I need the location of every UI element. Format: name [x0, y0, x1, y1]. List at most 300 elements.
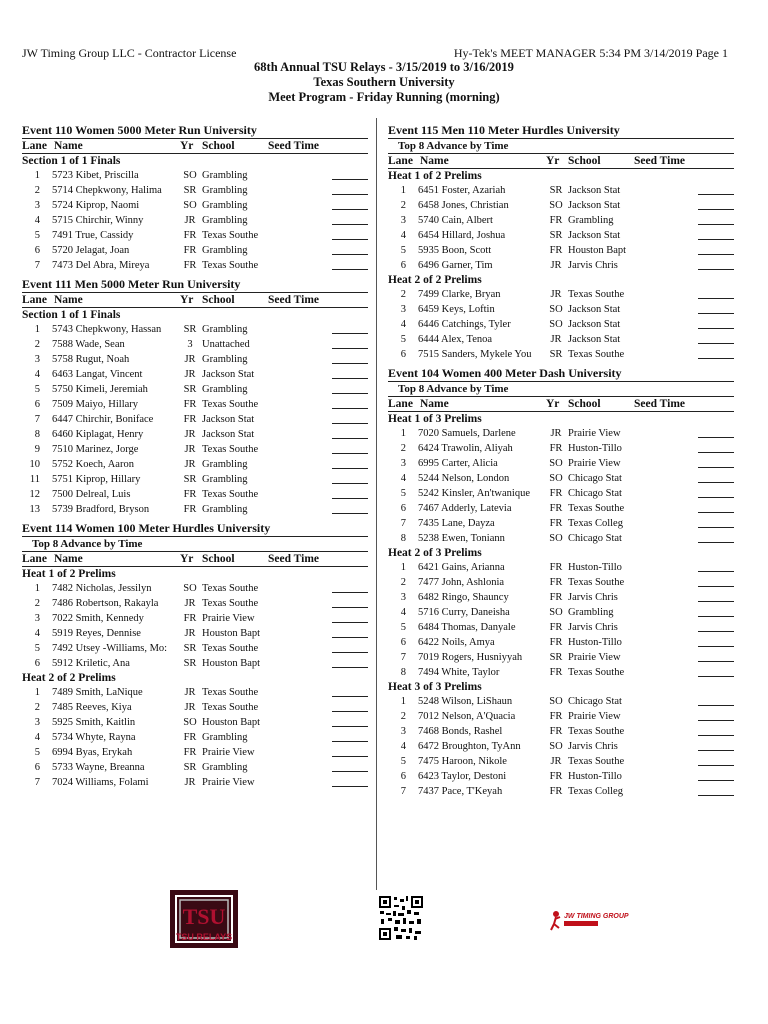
header-left: JW Timing Group LLC - Contractor License	[22, 46, 237, 60]
athlete-year: JR	[550, 428, 562, 439]
event-title: Event 115 Men 110 Meter Hurdles University	[388, 123, 620, 137]
athlete-name: 6447 Chirchir, Boniface	[52, 414, 154, 425]
athlete-name: 7435 Lane, Dayza	[418, 518, 495, 529]
athlete-year: FR	[549, 503, 563, 514]
entry-row	[388, 426, 734, 441]
athlete-school: Grambling	[202, 215, 248, 226]
athlete-school: Jarvis Chris	[568, 622, 618, 633]
athlete-year: FR	[183, 260, 197, 271]
athlete-year: JR	[550, 289, 562, 300]
athlete-name: 5716 Curry, Daneisha	[418, 607, 510, 618]
seed-time-blank	[698, 705, 734, 706]
entry-row	[388, 620, 734, 635]
athlete-name: 5919 Reyes, Dennise	[52, 628, 141, 639]
entry-row	[388, 198, 734, 213]
column-headers	[388, 396, 734, 412]
athlete-name: 7515 Sanders, Mykele You	[418, 349, 532, 360]
athlete-name: 7467 Adderly, Latevia	[418, 503, 512, 514]
athlete-name: 7489 Smith, LaNique	[52, 687, 143, 698]
lane-number: 7	[34, 260, 40, 271]
athlete-school: Huston-Tillo	[568, 443, 622, 454]
seed-time-blank	[698, 720, 734, 721]
meet-session: Meet Program - Friday Running (morning)	[268, 90, 500, 104]
entry-row	[388, 709, 734, 724]
entry-row	[388, 605, 734, 620]
athlete-year: JR	[550, 260, 562, 271]
header-seed-time: Seed Time	[634, 155, 686, 167]
athlete-name: 5724 Kiprop, Naomi	[52, 200, 140, 211]
advance-rule: Top 8 Advance by Time	[388, 381, 734, 396]
seed-time-blank	[698, 542, 734, 543]
athlete-year: JR	[184, 444, 196, 455]
athlete-year: FR	[183, 504, 197, 515]
athlete-year: FR	[183, 732, 197, 743]
seed-time-blank	[698, 482, 734, 483]
event-block	[22, 123, 368, 273]
lane-number: 6	[400, 349, 406, 360]
athlete-name: 6422 Noils, Amya	[418, 637, 495, 648]
entry-row	[22, 412, 368, 427]
athlete-name: 5739 Bradford, Bryson	[52, 504, 150, 515]
entry-row	[388, 501, 734, 516]
athlete-year: 3	[187, 339, 193, 350]
athlete-year: SO	[549, 607, 563, 618]
athlete-school: Jackson Stat	[568, 319, 621, 330]
entry-row	[388, 302, 734, 317]
lane-number: 3	[400, 304, 406, 315]
column-headers	[22, 138, 368, 154]
seed-time-blank	[332, 711, 368, 712]
athlete-year: SR	[549, 652, 563, 663]
header-name: Name	[54, 140, 83, 152]
seed-time-blank	[332, 786, 368, 787]
athlete-year: JR	[184, 598, 196, 609]
heat-label: Heat 2 of 2 Prelims	[22, 672, 116, 684]
seed-time-blank	[332, 667, 368, 668]
athlete-year: FR	[183, 414, 197, 425]
athlete-year: JR	[184, 354, 196, 365]
athlete-name: 6423 Taylor, Destoni	[418, 771, 507, 782]
athlete-school: Jarvis Chris	[568, 260, 618, 271]
athlete-school: Houston Bapt	[202, 658, 261, 669]
heat-label: Section 1 of 1 Finals	[22, 309, 121, 321]
lane-number: 6	[400, 503, 406, 514]
athlete-name: 5752 Koech, Aaron	[52, 459, 134, 470]
athlete-name: 7509 Maiyo, Hillary	[52, 399, 139, 410]
athlete-year: JR	[184, 628, 196, 639]
header-school: School	[202, 553, 235, 565]
seed-time-blank	[698, 254, 734, 255]
athlete-school: Grambling	[202, 245, 248, 256]
athlete-school: Prairie View	[202, 613, 255, 624]
heat-label: Heat 3 of 3 Prelims	[388, 681, 482, 693]
athlete-school: Grambling	[202, 185, 248, 196]
athlete-school: Grambling	[202, 762, 248, 773]
athlete-year: FR	[183, 747, 197, 758]
athlete-name: 6421 Gains, Arianna	[418, 562, 505, 573]
athlete-school: Grambling	[202, 384, 248, 395]
athlete-name: 7473 Del Abra, Mireya	[52, 260, 150, 271]
lane-number: 4	[34, 369, 40, 380]
header-seed-time: Seed Time	[268, 553, 320, 565]
seed-time-blank	[698, 765, 734, 766]
athlete-school: Chicago Stat	[568, 696, 622, 707]
athlete-name: 5244 Nelson, London	[418, 473, 510, 484]
athlete-year: JR	[184, 459, 196, 470]
header-yr: Yr	[180, 553, 194, 565]
entry-row	[22, 775, 368, 790]
lane-number: 2	[400, 443, 406, 454]
seed-time-blank	[332, 652, 368, 653]
athlete-school: Texas Southe	[568, 349, 625, 360]
athlete-year: JR	[184, 777, 196, 788]
entry-row	[388, 531, 734, 546]
athlete-name: 6444 Alex, Tenoa	[418, 334, 493, 345]
lane-number: 3	[34, 613, 40, 624]
athlete-name: 6496 Garner, Tim	[418, 260, 493, 271]
header-right: Hy-Tek's MEET MANAGER 5:34 PM 3/14/2019 Page 1	[453, 46, 728, 60]
athlete-school: Huston-Tillo	[568, 771, 622, 782]
athlete-year: FR	[549, 726, 563, 737]
seed-time-blank	[332, 622, 368, 623]
seed-time-blank	[332, 254, 368, 255]
right-column	[388, 122, 734, 799]
athlete-school: Texas Southe	[202, 702, 259, 713]
entry-row	[22, 337, 368, 352]
athlete-school: Houston Bapt	[202, 717, 261, 728]
athlete-school: Grambling	[568, 607, 614, 618]
athlete-year: SR	[183, 643, 197, 654]
athlete-name: 5758 Rugut, Noah	[52, 354, 130, 365]
athlete-year: FR	[549, 711, 563, 722]
athlete-school: Texas Southe	[202, 489, 259, 500]
lane-number: 3	[400, 726, 406, 737]
entry-row	[388, 590, 734, 605]
tsu-logo-text: TSU RELAYS	[175, 932, 233, 942]
lane-number: 6	[400, 771, 406, 782]
event-block	[388, 123, 734, 362]
event-title: Event 111 Men 5000 Meter Run University	[22, 277, 241, 291]
seed-time-blank	[698, 631, 734, 632]
athlete-name: 6454 Hillard, Joshua	[418, 230, 506, 241]
seed-time-blank	[698, 239, 734, 240]
seed-time-blank	[332, 363, 368, 364]
event-block	[388, 366, 734, 799]
entry-row	[388, 560, 734, 575]
lane-number: 4	[34, 628, 40, 639]
seed-time-blank	[332, 513, 368, 514]
seed-time-blank	[332, 696, 368, 697]
athlete-name: 5743 Chepkwony, Hassan	[52, 324, 162, 335]
athlete-year: SO	[183, 583, 197, 594]
entry-row	[22, 397, 368, 412]
lane-number: 2	[400, 577, 406, 588]
seed-time-blank	[332, 771, 368, 772]
athlete-name: 5715 Chirchir, Winny	[52, 215, 144, 226]
header-lane: Lane	[22, 140, 47, 152]
entry-row	[22, 258, 368, 273]
entry-row	[22, 641, 368, 656]
lane-number: 13	[29, 504, 40, 515]
athlete-name: 7012 Nelson, A'Quacia	[418, 711, 516, 722]
athlete-name: 7024 Williams, Folami	[52, 777, 149, 788]
athlete-school: Jackson Stat	[202, 414, 255, 425]
athlete-name: 7588 Wade, Sean	[52, 339, 125, 350]
lane-number: 3	[400, 458, 406, 469]
lane-number: 4	[400, 319, 406, 330]
entry-row	[388, 724, 734, 739]
athlete-school: Chicago Stat	[568, 473, 622, 484]
entry-row	[388, 317, 734, 332]
header-seed-time: Seed Time	[268, 294, 320, 306]
seed-time-blank	[698, 224, 734, 225]
event-title: Event 104 Women 400 Meter Dash University	[388, 366, 622, 380]
entry-row	[22, 596, 368, 611]
lane-number: 4	[34, 215, 40, 226]
lane-number: 2	[400, 200, 406, 211]
entry-row	[388, 456, 734, 471]
lane-number: 6	[34, 245, 40, 256]
meet-host: Texas Southern University	[313, 75, 455, 89]
seed-time-blank	[332, 209, 368, 210]
athlete-name: 7499 Clarke, Bryan	[418, 289, 501, 300]
entry-row	[22, 228, 368, 243]
seed-time-blank	[698, 795, 734, 796]
lane-number: 3	[34, 354, 40, 365]
svg-text:TSU: TSU	[182, 904, 226, 929]
athlete-year: SO	[183, 717, 197, 728]
header-yr: Yr	[180, 294, 194, 306]
athlete-name: 6995 Carter, Alicia	[418, 458, 498, 469]
seed-time-blank	[698, 676, 734, 677]
event-block	[22, 277, 368, 517]
entry-row	[22, 745, 368, 760]
heat-label: Heat 1 of 2 Prelims	[388, 170, 482, 182]
athlete-year: JR	[550, 334, 562, 345]
header-school: School	[568, 398, 601, 410]
lane-number: 3	[400, 215, 406, 226]
athlete-school: Texas Southe	[568, 667, 625, 678]
entry-row	[22, 472, 368, 487]
athlete-school: Texas Southe	[568, 289, 625, 300]
athlete-year: FR	[183, 613, 197, 624]
athlete-name: 5925 Smith, Kaitlin	[52, 717, 136, 728]
athlete-name: 7020 Samuels, Darlene	[418, 428, 516, 439]
entry-row	[22, 611, 368, 626]
athlete-name: 7500 Delreal, Luis	[52, 489, 131, 500]
athlete-school: Jackson Stat	[568, 230, 621, 241]
lane-number: 5	[34, 230, 40, 241]
athlete-year: SR	[183, 474, 197, 485]
entry-row	[388, 486, 734, 501]
entry-row	[22, 581, 368, 596]
seed-time-blank	[698, 194, 734, 195]
athlete-year: SO	[549, 696, 563, 707]
athlete-name: 5733 Wayne, Breanna	[52, 762, 145, 773]
seed-time-blank	[698, 452, 734, 453]
tsu-relays-logo	[170, 890, 238, 948]
athlete-year: JR	[184, 369, 196, 380]
athlete-school: Texas Southe	[202, 598, 259, 609]
entry-row	[22, 367, 368, 382]
event-block	[22, 521, 368, 790]
entry-row	[22, 457, 368, 472]
athlete-year: SR	[183, 324, 197, 335]
seed-time-blank	[332, 726, 368, 727]
entry-row	[388, 650, 734, 665]
athlete-year: JR	[184, 215, 196, 226]
entry-row	[22, 502, 368, 517]
athlete-name: 7492 Utsey -Williams, Mo:	[52, 643, 168, 654]
athlete-year: SO	[183, 170, 197, 181]
athlete-year: SO	[183, 200, 197, 211]
seed-time-blank	[698, 328, 734, 329]
athlete-year: FR	[183, 230, 197, 241]
lane-number: 2	[400, 289, 406, 300]
athlete-school: Texas Southe	[568, 577, 625, 588]
jw-logo-text: JW TIMING GROUP	[564, 913, 629, 920]
athlete-school: Grambling	[202, 324, 248, 335]
lane-number: 12	[29, 489, 40, 500]
entry-row	[22, 352, 368, 367]
athlete-school: Grambling	[202, 200, 248, 211]
header-lane: Lane	[388, 398, 413, 410]
athlete-year: SO	[549, 473, 563, 484]
athlete-name: 6424 Trawolin, Aliyah	[418, 443, 513, 454]
athlete-school: Grambling	[202, 732, 248, 743]
lane-number: 5	[400, 334, 406, 345]
athlete-year: SO	[549, 200, 563, 211]
lane-number: 8	[400, 667, 406, 678]
athlete-name: 5935 Boon, Scott	[418, 245, 492, 256]
seed-time-blank	[332, 333, 368, 334]
athlete-name: 7022 Smith, Kennedy	[52, 613, 144, 624]
seed-time-blank	[698, 750, 734, 751]
athlete-school: Grambling	[568, 215, 614, 226]
entry-row	[388, 213, 734, 228]
event-title: Event 110 Women 5000 Meter Run University	[22, 123, 257, 137]
entry-row	[388, 287, 734, 302]
entry-row	[22, 730, 368, 745]
seed-time-blank	[698, 437, 734, 438]
athlete-year: FR	[549, 562, 563, 573]
athlete-year: FR	[549, 577, 563, 588]
seed-time-blank	[698, 497, 734, 498]
lane-number: 2	[34, 702, 40, 713]
lane-number: 3	[34, 717, 40, 728]
athlete-name: 5912 Kriletic, Ana	[52, 658, 130, 669]
entry-row	[22, 183, 368, 198]
entry-row	[388, 575, 734, 590]
lane-number: 5	[400, 756, 406, 767]
seed-time-blank	[332, 378, 368, 379]
athlete-name: 5720 Jelagat, Joan	[52, 245, 130, 256]
seed-time-blank	[698, 209, 734, 210]
athlete-school: Prairie View	[568, 652, 621, 663]
athlete-school: Texas Southe	[202, 230, 259, 241]
heat-label: Heat 2 of 3 Prelims	[388, 547, 482, 559]
header-school: School	[568, 155, 601, 167]
athlete-name: 5723 Kibet, Priscilla	[52, 170, 139, 181]
athlete-name: 5238 Ewen, Toniann	[418, 533, 505, 544]
heat-label: Heat 2 of 2 Prelims	[388, 274, 482, 286]
heat-label: Heat 1 of 3 Prelims	[388, 413, 482, 425]
athlete-school: Grambling	[202, 170, 248, 181]
seed-time-blank	[332, 741, 368, 742]
lane-number: 1	[400, 185, 406, 196]
seed-time-blank	[698, 313, 734, 314]
lane-number: 10	[29, 459, 40, 470]
athlete-year: SO	[549, 533, 563, 544]
athlete-year: FR	[549, 771, 563, 782]
event-title: Event 114 Women 100 Meter Hurdles University	[22, 521, 271, 535]
athlete-name: 6446 Catchings, Tyler	[418, 319, 511, 330]
seed-time-blank	[332, 194, 368, 195]
athlete-school: Chicago Stat	[568, 533, 622, 544]
athlete-year: SR	[549, 185, 563, 196]
athlete-year: SR	[183, 658, 197, 669]
athlete-year: FR	[549, 667, 563, 678]
athlete-school: Texas Southe	[568, 726, 625, 737]
entry-row	[22, 198, 368, 213]
athlete-year: SO	[549, 304, 563, 315]
header-name: Name	[420, 155, 449, 167]
athlete-year: SR	[183, 762, 197, 773]
entry-row	[388, 665, 734, 680]
lane-number: 5	[400, 488, 406, 499]
athlete-year: SR	[549, 349, 563, 360]
seed-time-blank	[332, 468, 368, 469]
lane-number: 7	[34, 414, 40, 425]
header-name: Name	[54, 294, 83, 306]
lane-number: 9	[34, 444, 40, 455]
entry-row	[22, 715, 368, 730]
entry-row	[22, 382, 368, 397]
seed-time-blank	[332, 637, 368, 638]
athlete-name: 6482 Ringo, Shauncy	[418, 592, 509, 603]
athlete-name: 6484 Thomas, Danyale	[418, 622, 516, 633]
entry-row	[22, 427, 368, 442]
header-yr: Yr	[546, 155, 560, 167]
seed-time-blank	[332, 408, 368, 409]
meet-title: 68th Annual TSU Relays - 3/15/2019 to 3/16/2019	[254, 60, 514, 74]
seed-time-blank	[698, 586, 734, 587]
lane-number: 2	[34, 339, 40, 350]
athlete-year: SR	[183, 384, 197, 395]
lane-number: 1	[400, 428, 406, 439]
athlete-year: JR	[184, 687, 196, 698]
seed-time-blank	[698, 646, 734, 647]
lane-number: 1	[400, 696, 406, 707]
athlete-name: 6460 Kiplagat, Henry	[52, 429, 144, 440]
lane-number: 4	[400, 473, 406, 484]
athlete-name: 6472 Broughton, TyAnn	[418, 741, 521, 752]
seed-time-blank	[332, 607, 368, 608]
athlete-year: FR	[549, 215, 563, 226]
athlete-name: 6994 Byas, Erykah	[52, 747, 133, 758]
athlete-name: 7468 Bonds, Rashel	[418, 726, 503, 737]
athlete-school: Chicago Stat	[568, 488, 622, 499]
athlete-name: 7486 Robertson, Rakayla	[52, 598, 159, 609]
athlete-name: 5751 Kiprop, Hillary	[52, 474, 141, 485]
athlete-school: Texas Southe	[202, 260, 259, 271]
seed-time-blank	[698, 661, 734, 662]
athlete-name: 7477 John, Ashlonia	[418, 577, 505, 588]
athlete-name: 5714 Chepkwony, Halima	[52, 185, 162, 196]
seed-time-blank	[698, 512, 734, 513]
athlete-year: JR	[550, 756, 562, 767]
header-school: School	[202, 294, 235, 306]
